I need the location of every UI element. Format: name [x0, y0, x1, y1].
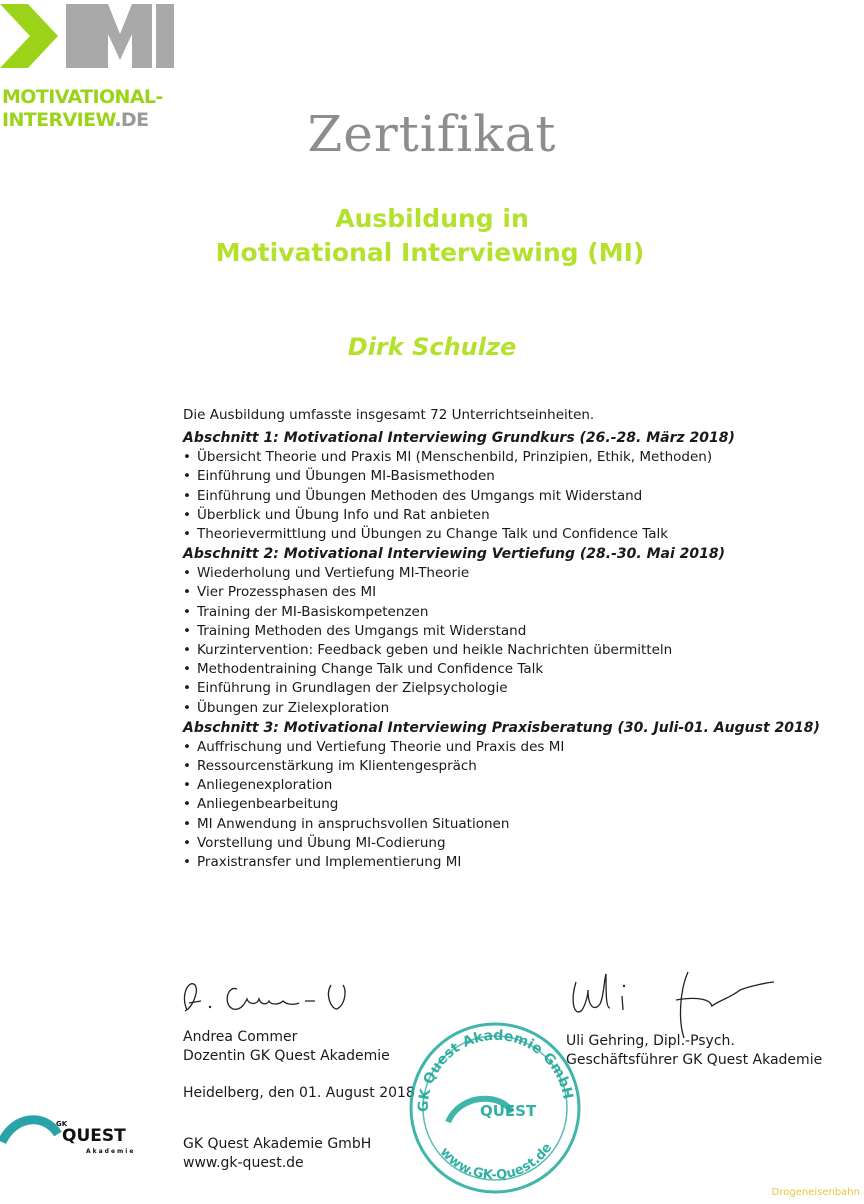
bullet-icon: •	[183, 487, 191, 504]
list-item	[183, 448, 843, 467]
list-item-text: Übungen zur Zielexploration	[197, 699, 390, 716]
list-item-text: Einführung in Grundlagen der Zielpsychologie	[197, 680, 508, 697]
list-item-text: Einführung und Übungen Methoden des Umgangs mit Widerstand	[197, 487, 643, 504]
signatory-left-name: Andrea Commer	[183, 1029, 298, 1045]
svg-text:QUEST: QUEST	[480, 1102, 537, 1120]
list-item-text: Praxistransfer und Implementierung MI	[197, 854, 462, 871]
list-item-text: Wiederholung und Vertiefung MI-Theorie	[197, 565, 470, 582]
place-date: Heidelberg, den 01. August 2018	[183, 1085, 415, 1101]
svg-text:www.GK-Quest.de: www.GK-Quest.de	[436, 1140, 556, 1184]
section-items	[183, 448, 843, 544]
subtitle-line1: Ausbildung in	[335, 204, 529, 233]
list-item	[183, 603, 843, 622]
list-item	[183, 641, 843, 660]
signatory-right-name: Uli Gehring, Dipl.-Psych.	[566, 1033, 735, 1049]
bullet-icon: •	[183, 603, 191, 620]
logo-line2-suffix: .DE	[114, 109, 149, 131]
bullet-icon: •	[183, 834, 191, 851]
list-item-text: Einführung und Übungen MI-Basismethoden	[197, 468, 495, 485]
list-item	[183, 506, 843, 525]
logo-line2-text: INTERVIEW	[2, 109, 115, 131]
list-item	[183, 699, 843, 718]
bullet-icon: •	[183, 565, 191, 582]
list-item	[183, 738, 843, 757]
bullet-icon: •	[183, 661, 191, 678]
list-item-text: Vier Prozessphasen des MI	[197, 584, 377, 601]
list-item-text: Training der MI-Basiskompetenzen	[197, 603, 429, 620]
bullet-icon: •	[183, 449, 191, 466]
sections-list	[183, 428, 843, 872]
bullet-icon: •	[183, 622, 191, 639]
intro-text: Die Ausbildung umfasste insgesamt 72 Unterrichtseinheiten.	[183, 407, 595, 423]
svg-text:QUEST: QUEST	[62, 1126, 126, 1146]
bullet-icon: •	[183, 758, 191, 775]
section-heading: Abschnitt 3: Motivational Interviewing Praxisberatung (30. Juli-01. August 2018)	[183, 719, 820, 736]
list-item-text: Methodentraining Change Talk und Confidence Talk	[197, 661, 544, 678]
list-item	[183, 679, 843, 698]
list-item-text: Theorievermittlung und Übungen zu Change Talk und Confidence Talk	[197, 526, 669, 543]
list-item	[183, 757, 843, 776]
bullet-icon: •	[183, 468, 191, 485]
list-item-text: Ressourcenstärkung im Klientengespräch	[197, 758, 477, 775]
list-item	[183, 622, 843, 641]
section-heading: Abschnitt 1: Motivational Interviewing Grundkurs (26.-28. März 2018)	[183, 430, 735, 447]
logo-line1: MOTIVATIONAL-	[2, 86, 163, 108]
bullet-icon: •	[183, 796, 191, 813]
list-item-text: Übersicht Theorie und Praxis MI (Menschenbild, Prinzipien, Ethik, Methoden)	[197, 449, 713, 466]
signatory-right	[566, 1032, 822, 1070]
list-item	[183, 795, 843, 814]
list-item-text: Überblick und Übung Info und Rat anbieten	[197, 506, 490, 523]
svg-text:GK Quest Akademie GmbH: GK Quest Akademie GmbH	[415, 1027, 576, 1113]
list-item-text: Anliegenbearbeitung	[197, 796, 339, 813]
subtitle-line2: Motivational Interviewing (MI)	[215, 238, 645, 267]
list-item	[183, 525, 843, 544]
certificate-body	[183, 406, 843, 872]
watermark: Drogeneisenbahn	[771, 1187, 860, 1198]
certificate-title: Zertifikat	[307, 105, 557, 163]
list-item	[183, 467, 843, 486]
company-url: www.gk-quest.de	[183, 1155, 304, 1171]
mi-logo-mark-icon	[0, 0, 180, 80]
list-item-text: MI Anwendung in anspruchsvollen Situationen	[197, 815, 510, 832]
bullet-icon: •	[183, 506, 191, 523]
bullet-icon: •	[183, 699, 191, 716]
bullet-icon: •	[183, 854, 191, 871]
company-info	[183, 1135, 371, 1173]
list-item-text: Vorstellung und Übung MI-Codierung	[197, 834, 446, 851]
signatory-right-role: Geschäftsführer GK Quest Akademie	[566, 1052, 823, 1068]
bullet-icon: •	[183, 584, 191, 601]
section-items	[183, 564, 843, 718]
bullet-icon: •	[183, 642, 191, 659]
bullet-icon: •	[183, 815, 191, 832]
recipient-name: Dirk Schulze	[347, 333, 517, 361]
section-heading: Abschnitt 2: Motivational Interviewing Vertiefung (28.-30. Mai 2018)	[183, 546, 726, 563]
signature-right-icon	[560, 960, 790, 1040]
bullet-icon: •	[183, 738, 191, 755]
bullet-icon: •	[183, 680, 191, 697]
svg-text:Akademie: Akademie	[86, 1148, 136, 1155]
list-item-text: Anliegenexploration	[197, 777, 333, 794]
list-item	[183, 583, 843, 602]
signature-left-icon	[175, 965, 375, 1025]
list-item-text: Auffrischung und Vertiefung Theorie und Praxis des MI	[197, 738, 565, 755]
list-item-text: Kurzintervention: Feedback geben und heikle Nachrichten übermitteln	[197, 642, 673, 659]
list-item	[183, 564, 843, 583]
list-item	[183, 815, 843, 834]
company-name: GK Quest Akademie GmbH	[183, 1136, 372, 1152]
section-items	[183, 738, 843, 872]
list-item	[183, 834, 843, 853]
list-item	[183, 853, 843, 872]
list-item	[183, 660, 843, 679]
list-item-text: Training Methoden des Umgangs mit Widerstand	[197, 622, 527, 639]
bullet-icon: •	[183, 526, 191, 543]
signatory-left-role: Dozentin GK Quest Akademie	[183, 1048, 390, 1064]
list-item	[183, 487, 843, 506]
company-stamp-icon	[400, 1012, 590, 1197]
svg-text:GK: GK	[56, 1120, 68, 1128]
list-item	[183, 776, 843, 795]
bullet-icon: •	[183, 777, 191, 794]
signatory-left	[183, 1028, 390, 1066]
gk-quest-logo-icon	[0, 1108, 170, 1158]
